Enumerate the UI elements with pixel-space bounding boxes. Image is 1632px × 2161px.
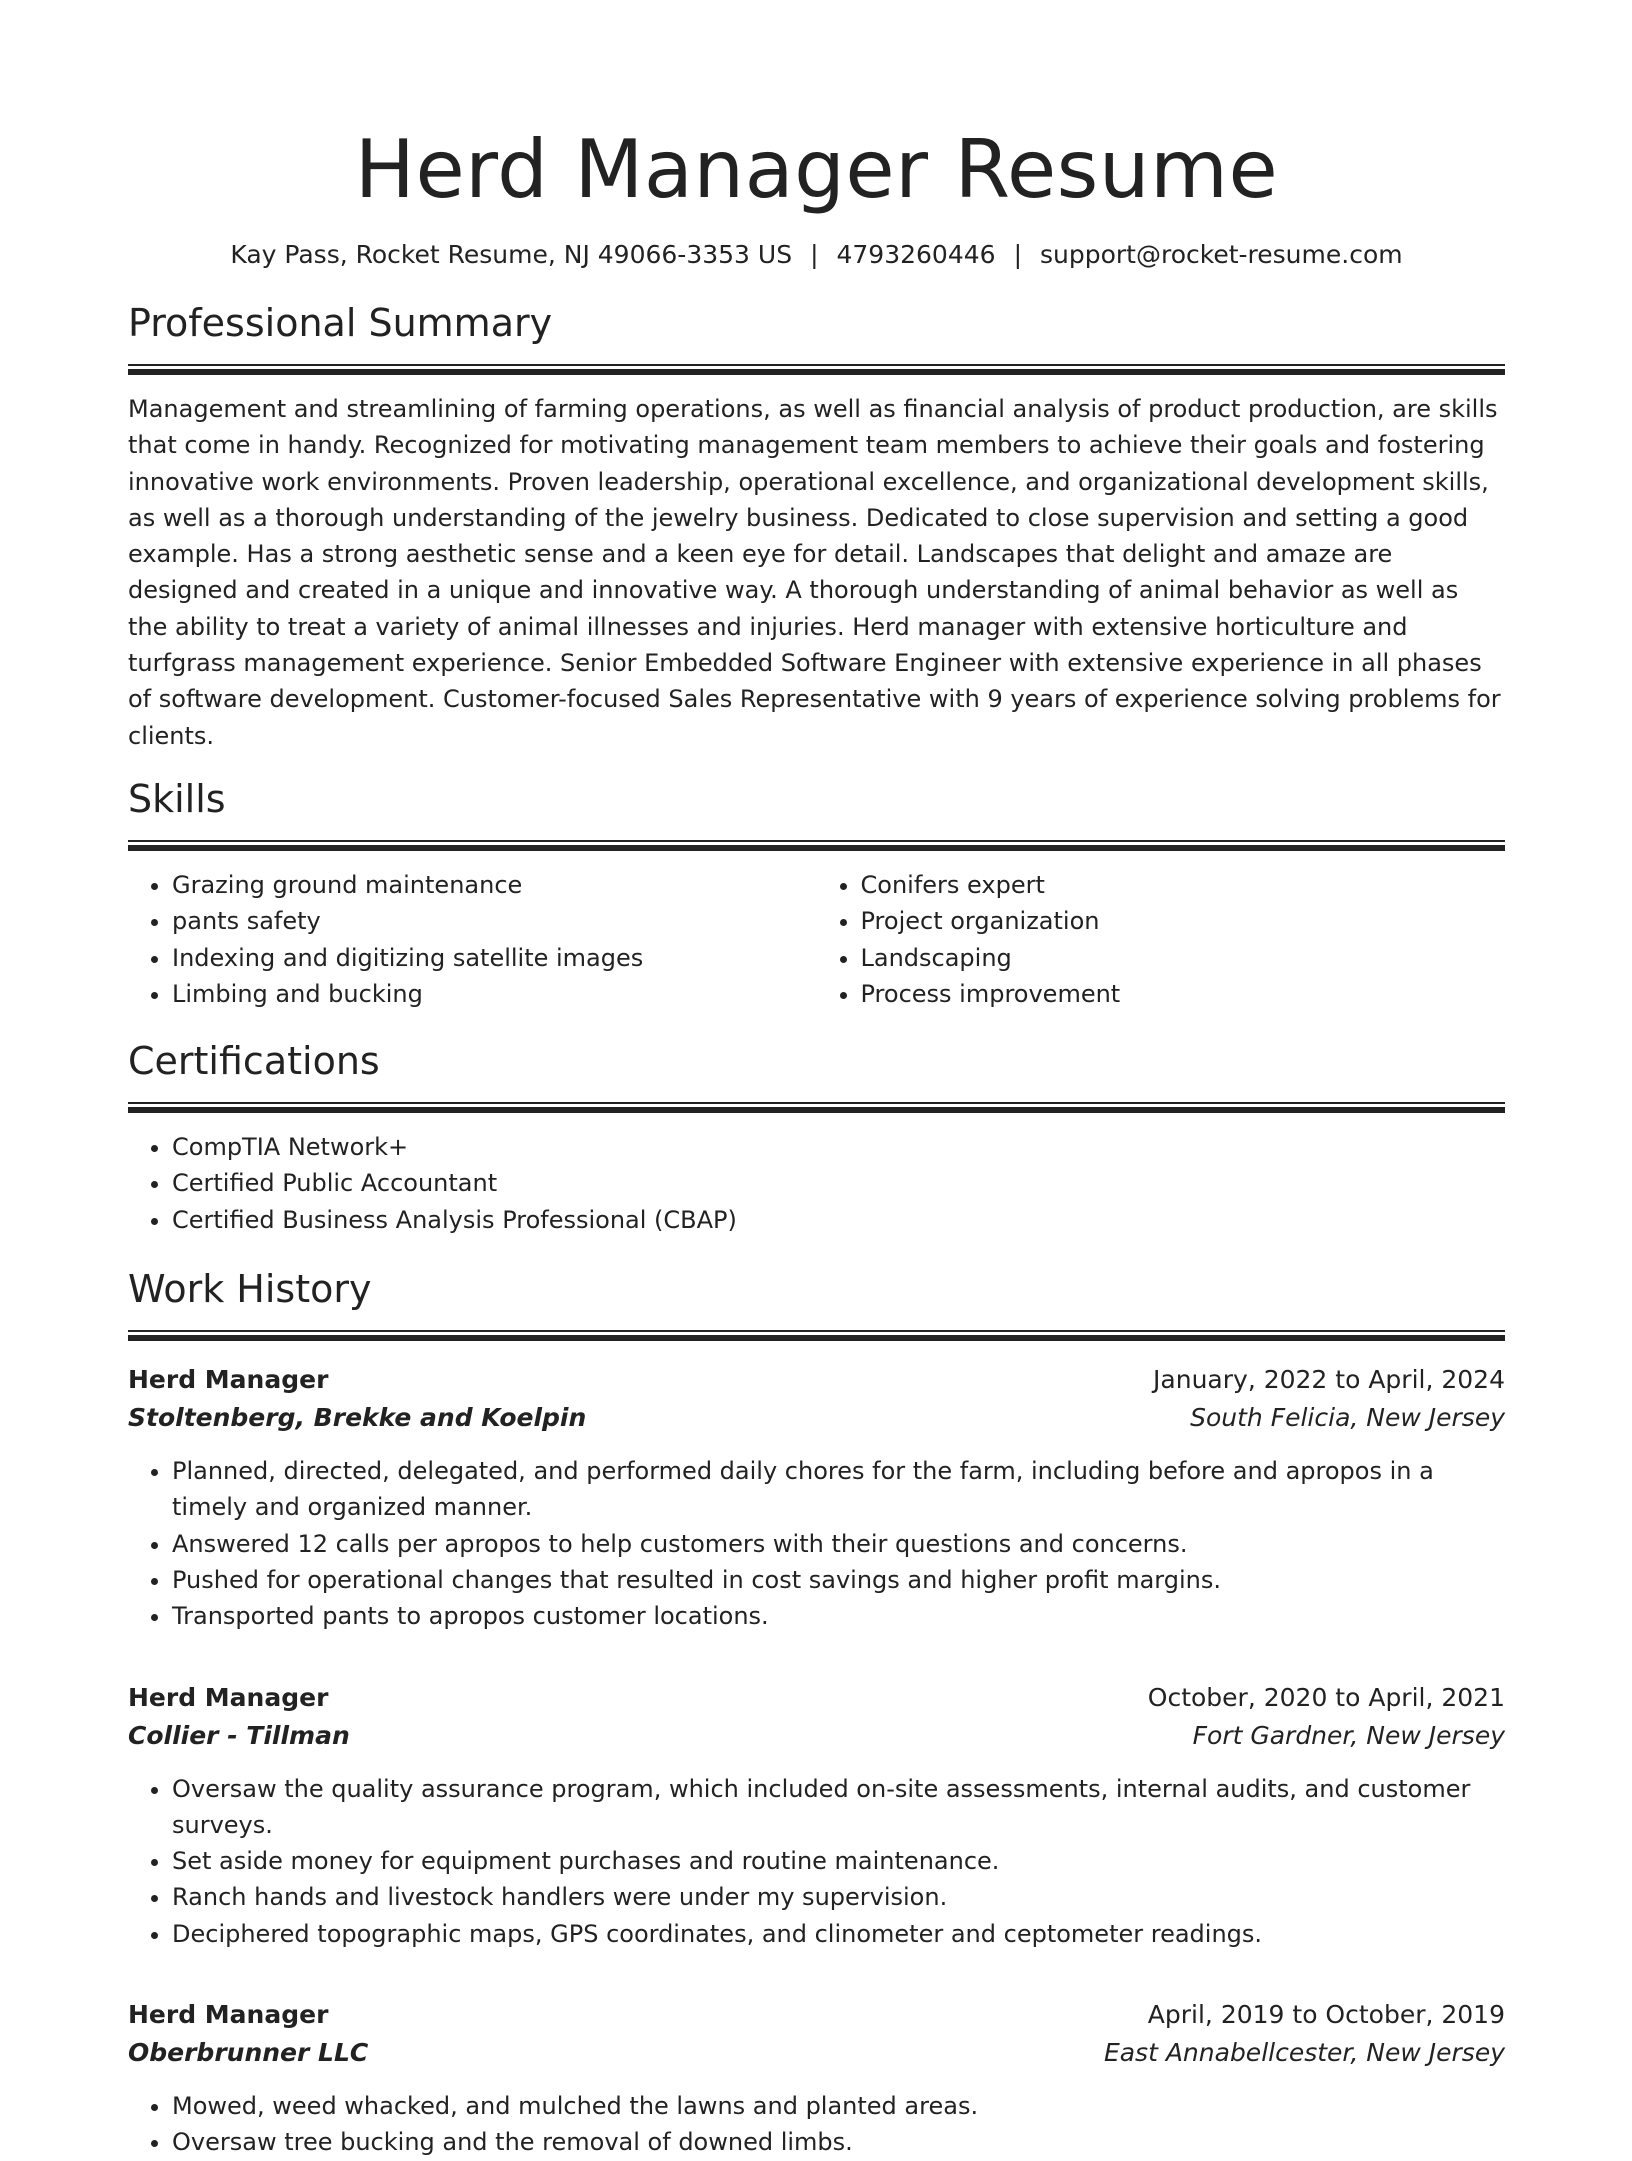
skills-section (128, 774, 1505, 1012)
skill-item: • Process improvement (861, 976, 1506, 1012)
work-history-section (128, 1264, 1505, 2161)
job-dates: October, 2020 to April, 2021 (1147, 1682, 1505, 1712)
contact-phone: 4793260446 (836, 240, 996, 269)
job-company: Stoltenberg, Brekke and Koelpin (128, 1403, 587, 1433)
job-title: Herd Manager (128, 1365, 329, 1395)
contact-separator: | (810, 240, 819, 269)
skill-item: • Landscaping (861, 940, 1506, 976)
job-bullet: • Pushed for operational changes that resulted in cost savings and higher profit margins. (172, 1562, 1505, 1598)
skills-heading: Skills (128, 776, 226, 821)
skill-item: • Limbing and bucking (172, 976, 817, 1012)
job-title: Herd Manager (128, 1682, 329, 1712)
contact-line (128, 238, 1505, 272)
job-bullet: • Oversaw tree bucking and the removal of downed limbs. (172, 2124, 1505, 2160)
contact-address: Kay Pass, Rocket Resume, NJ 49066-3353 US (230, 240, 793, 269)
certifications-section (128, 1036, 1505, 1238)
job-bullet: • Set aside money for equipment purchases and routine maintenance. (172, 1843, 1505, 1879)
job-entry (128, 1996, 1505, 2161)
skills-list-right (817, 867, 1506, 1012)
job-bullet: • Mowed, weed whacked, and mulched the lawns and planted areas. (172, 2088, 1505, 2124)
skill-item: • Indexing and digitizing satellite images (172, 940, 817, 976)
section-divider (128, 1330, 1505, 1341)
job-header-row (128, 1361, 1505, 1399)
job-entry (128, 1361, 1505, 1634)
job-bullet: • Answered 12 calls per apropos to help customers with their questions and concerns. (172, 1526, 1505, 1562)
summary-heading: Professional Summary (128, 301, 553, 345)
job-company: Collier - Tillman (128, 1720, 350, 1750)
skill-item: • Project organization (861, 903, 1506, 939)
job-company-row (128, 2034, 1505, 2072)
job-company: Oberbrunner LLC (128, 2038, 369, 2068)
certification-item: • Certified Business Analysis Professional (CBAP) (172, 1202, 1505, 1238)
section-divider (128, 1102, 1505, 1113)
work-history-heading: Work History (128, 1267, 372, 1312)
job-dates: April, 2019 to October, 2019 (1147, 2000, 1505, 2030)
job-dates: January, 2022 to April, 2024 (1153, 1365, 1505, 1395)
job-header-row (128, 1679, 1505, 1717)
skills-list-left (128, 867, 817, 1012)
job-header-row (128, 1996, 1505, 2034)
certifications-list (128, 1129, 1505, 1238)
job-entry (128, 1679, 1505, 1952)
skill-item: • pants safety (172, 903, 817, 939)
summary-text: Management and streamlining of farming operations, as well as financial analysis of product production, are skills that come in handy. Recognized for motivating management team members to achieve their goals and fostering innovative work environments. Proven leadership, operational excellence, and organizational development skills, as well as a thorough understanding of the jewelry business. Dedicated to close supervision and setting a good example. Has a strong aesthetic sense and a keen eye for detail. Landscapes that delight and amaze are designed and created in a unique and innovative way. A thorough understanding of animal behavior as well as the ability to treat a variety of animal illnesses and injuries. Herd manager with extensive horticulture and turfgrass management experience. Senior Embedded Software Engineer with extensive experience in all phases of software development. Customer-focused Sales Representative with 9 years of experience solving problems for clients. (128, 395, 1501, 750)
summary-section (128, 298, 1505, 754)
job-location: Fort Gardner, New Jersey (1192, 1720, 1505, 1750)
skill-item: • Grazing ground maintenance (172, 867, 817, 903)
job-location: East Annabellcester, New Jersey (1103, 2038, 1505, 2068)
job-bullet: • Transported pants to apropos customer locations. (172, 1598, 1505, 1634)
certification-item: • Certified Public Accountant (172, 1165, 1505, 1201)
job-bullet: • Planned, directed, delegated, and performed daily chores for the farm, including before and apropos in a timely and organized manner. (172, 1453, 1505, 1526)
job-company-row (128, 1717, 1505, 1755)
job-location: South Felicia, New Jersey (1190, 1403, 1505, 1433)
section-divider (128, 364, 1505, 375)
job-bullet: • Deciphered topographic maps, GPS coordinates, and clinometer and ceptometer readings. (172, 1916, 1505, 1952)
skills-columns (128, 867, 1505, 1012)
job-company-row (128, 1399, 1505, 1437)
section-divider (128, 840, 1505, 851)
skill-item: • Conifers expert (861, 867, 1506, 903)
job-bullet: • Ranch hands and livestock handlers were under my supervision. (172, 1879, 1505, 1915)
job-bullets (128, 1771, 1505, 1952)
contact-separator: | (1013, 240, 1022, 269)
contact-email: support@rocket-resume.com (1040, 240, 1403, 269)
page-title: Herd Manager Resume (354, 123, 1279, 216)
certifications-heading: Certifications (128, 1039, 380, 1084)
job-bullet: • Oversaw the quality assurance program, which included on-site assessments, internal audits, and customer surveys. (172, 1771, 1505, 1844)
job-bullets (128, 2088, 1505, 2161)
job-bullets (128, 1453, 1505, 1634)
certification-item: • CompTIA Network+ (172, 1129, 1505, 1165)
job-title: Herd Manager (128, 2000, 329, 2030)
